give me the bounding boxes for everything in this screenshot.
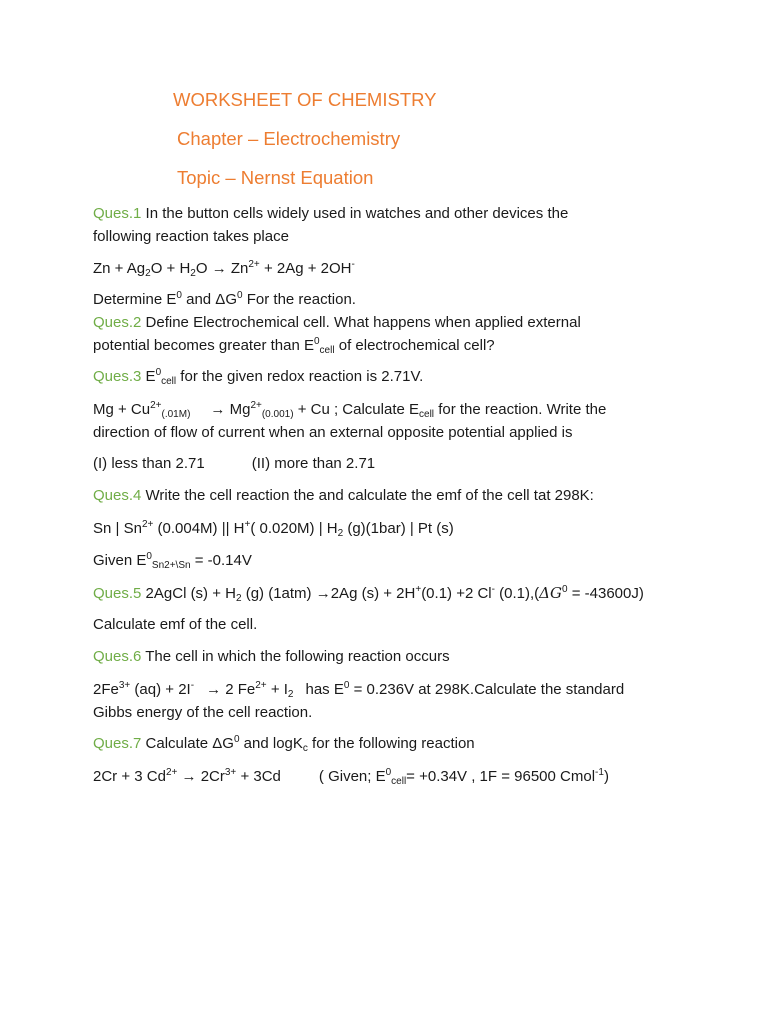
q1-line-1 xyxy=(93,205,568,223)
chapter-heading: Chapter – Electrochemistry xyxy=(177,128,401,149)
q3-line-3: direction of flow of current when an external opposite potential applied is xyxy=(93,424,573,441)
q7-equation: 2Cr + 3 $Cd^{2+} \to 2Cr^{3+} + 3Cd$ ( Given; $E^0_{cell}= +0.34V$ , 1F = 96500 Cmol$^{-1}$) xyxy=(93,767,609,787)
q3-options xyxy=(93,455,375,473)
topic-heading: Topic – Nernst Equation xyxy=(177,167,374,188)
q6-line-3: Gibbs energy of the cell reaction. xyxy=(93,704,313,721)
q1-label: Ques.1 xyxy=(93,205,142,222)
q3-equation: $Mg + Cu^{2+}_{(.01M)} \to Mg^{2+}_{(0.001)} + Cu$ ; Calculate $E_{cell}$ for the reaction. Write the xyxy=(93,400,607,420)
q4-given: Given $E^0_{Sn2+\backslash Sn} = -0.14V$ xyxy=(93,551,252,571)
q5-line-2: Calculate emf of the cell. xyxy=(93,616,258,633)
q1-line-2: following reaction takes place xyxy=(93,228,289,245)
q3-label: Ques.3 xyxy=(93,368,142,385)
q5-label: Ques.5 xyxy=(93,585,142,602)
q4-label: Ques.4 xyxy=(93,487,142,504)
q3-option-1: (I) less than 2.71 xyxy=(93,455,205,472)
q6-label: Ques.6 xyxy=(93,648,142,665)
q7-label: Ques.7 xyxy=(93,735,142,752)
q1-text-a: In the button cells widely used in watches and other devices the xyxy=(141,205,569,222)
q1-determine: Determine $E^0$ and $\Delta G^0$ For the reaction. xyxy=(93,290,356,308)
q3-option-2: (II) more than 2.71 xyxy=(251,455,376,472)
q3-line-1: Ques.3 $E^0_{cell}$ for the given redox reaction is 2.71V. xyxy=(93,367,424,387)
q6-line-1: Ques.6 The cell in which the following reaction occurs xyxy=(93,648,450,665)
q7-line-1: Ques.7 Calculate $\Delta G^0$ and logK$_c$ for the following reaction xyxy=(93,734,475,754)
q5-reaction: Ques.5 2AgCl $(s) + H_2$ (g) (1atm) →2Ag (s) + 2H+(0.1) +2 Cl- $(0.1),(\Delta G^0 = -43600J)$ xyxy=(93,584,644,604)
q2-label: Ques.2 xyxy=(93,314,142,331)
q2-line-2: potential becomes greater than $E^0_{cell}$ of electrochemical cell? xyxy=(93,336,495,356)
q1-equation: $Zn + Ag_2O + H_2O \to Zn^{2+} + 2Ag + 2OH^-$ xyxy=(93,259,355,279)
q6-equation: $2Fe^{3+}$ (aq) + 2I- → 2 $Fe^{2+} + I_2$ has $E^0 = 0.236V$ at 298K.Calculate the standard xyxy=(93,680,625,700)
q4-line-1: Ques.4 Write the cell reaction the and calculate the emf of the cell tat 298K: xyxy=(93,487,594,504)
q4-cell-notation: Sn | $Sn^{2+}$ (0.004M) || H+( 0.020M) | $H_2$ (g)(1bar) | Pt (s) xyxy=(93,519,454,539)
worksheet-title: WORKSHEET OF CHEMISTRY xyxy=(173,89,437,110)
q2-line-1: Ques.2 Define Electrochemical cell. What happens when applied external xyxy=(93,314,581,331)
